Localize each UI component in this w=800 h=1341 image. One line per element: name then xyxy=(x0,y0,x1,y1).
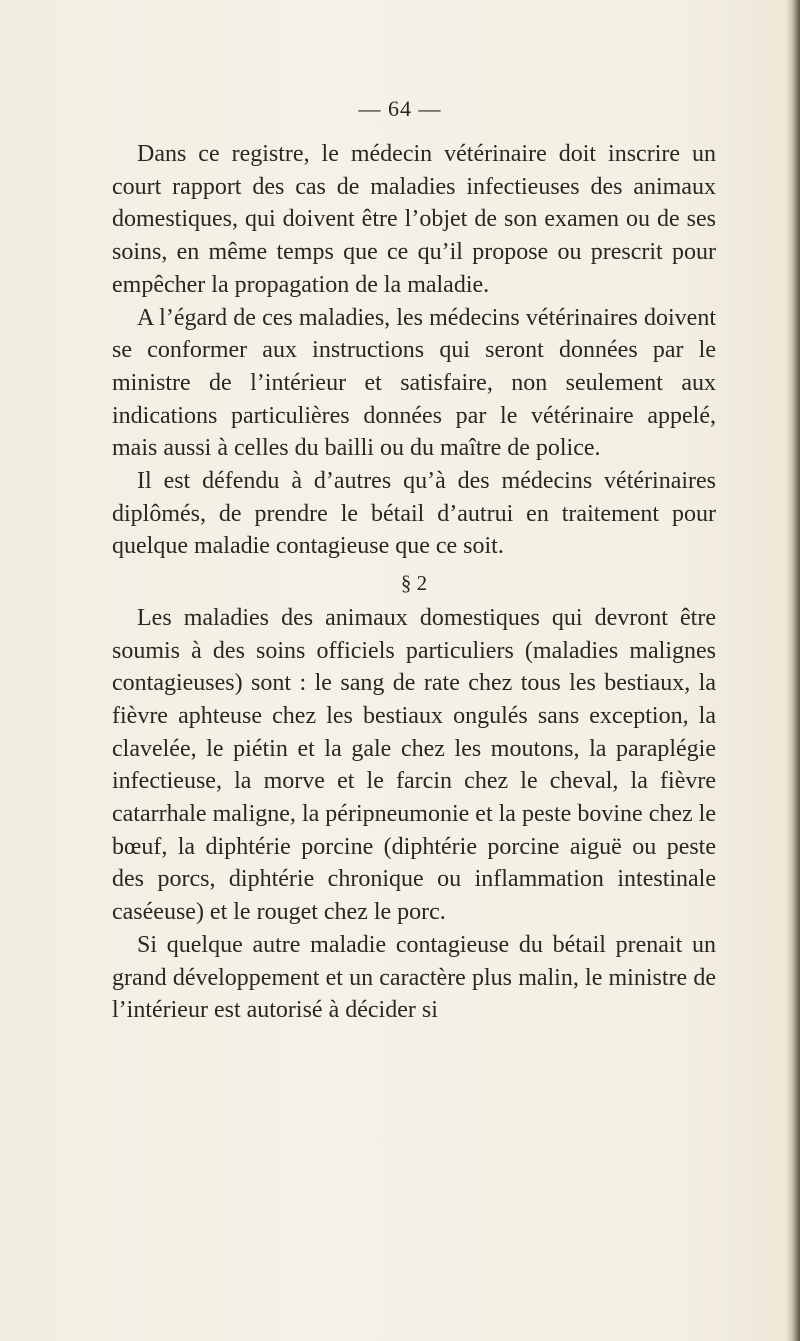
paragraph-maladies-list: Les maladies des animaux domestiques qui devront être soumis à des soins officiels particuliers (maladies malignes contagieuses) sont : le sang de rate chez tous les bestiaux, la fièvre aphteuse chez les bestiaux ongulés sans exception, la clavelée, le piétin et la gale chez les moutons, la paraplégie infectieuse, la morve et le farcin chez le cheval, la fièvre catarrhale maligne, la péripneumonie et la peste bovine chez le bœuf, la diphtérie porcine (diphtérie porcine aiguë ou peste des porcs, diphtérie chronique ou inflammation intestinale caséeuse) et le rouget chez le porc. xyxy=(112,604,716,926)
paragraph-defense: Il est défendu à d’autres qu’à des médecins vétérinaires diplômés, de prendre le bétail d’autrui en traitement pour quelque maladie contagieuse que ce soit. xyxy=(112,468,716,560)
paragraph-registre: Dans ce registre, le médecin vétérinaire doit inscrire un court rapport des cas de maladies infectieuses des animaux domestiques, qui doivent être l’objet de son examen ou de ses soins, en même temps que ce qu’il propose ou prescrit pour empêcher la propagation de la maladie. xyxy=(112,141,716,298)
paragraph-autre-maladie: Si quelque autre maladie contagieuse du bétail prenait un grand développement et un caractère plus malin, le ministre de l’intérieur est autorisé à décider si xyxy=(112,931,716,1024)
page-edge-shadow xyxy=(786,0,800,1341)
page-number: — 64 — xyxy=(358,96,442,121)
body-text xyxy=(112,138,716,1027)
section-heading: § 2 xyxy=(400,571,428,596)
paragraph-instructions: A l’égard de ces maladies, les médecins vétérinaires doivent se conformer aux instructions qui seront données par le ministre de l’intérieur et satisfaire, non seulement aux indications particulières données par le vétérinaire appelé, mais aussi à celles du bailli ou du maître de police. xyxy=(112,304,716,462)
